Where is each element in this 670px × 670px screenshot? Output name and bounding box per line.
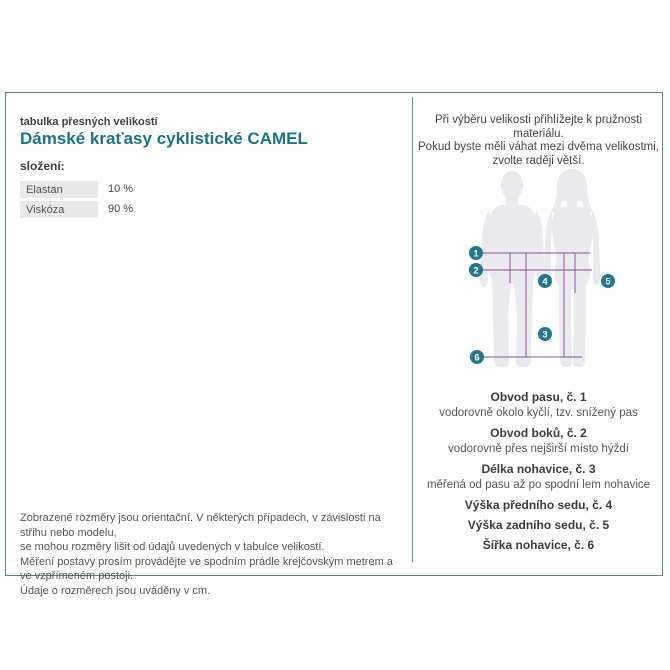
composition-row bbox=[20, 201, 168, 217]
marker-number-4: 4 bbox=[542, 276, 548, 288]
measurement-title: Obvod pasu, č. 1 bbox=[490, 390, 587, 404]
measurement-title: Délka nohavice, č. 3 bbox=[481, 462, 596, 476]
marker-number-3: 3 bbox=[542, 329, 548, 341]
note-line: Údaje o rozměrech jsou uváděny v cm. bbox=[20, 584, 211, 597]
male-silhouette bbox=[480, 171, 546, 367]
measurement-list bbox=[413, 391, 664, 552]
measurement-desc: měřená od pasu až po spodní lem nohavice bbox=[426, 479, 651, 491]
chart-subtitle: tabulka přesných velikostí bbox=[20, 116, 158, 128]
material-cell: Elastan bbox=[20, 181, 98, 198]
measurement-title: Šířka nohavice, č. 6 bbox=[482, 538, 595, 552]
marker-number-2: 2 bbox=[473, 265, 479, 277]
percent-value: 90 % bbox=[108, 203, 134, 215]
measurement-title: Výška předního sedu, č. 4 bbox=[464, 498, 613, 512]
size-diagram bbox=[455, 165, 670, 380]
note-line: Měření postavy prosím provádějte ve spodním prádle krejčovským metrem a ve vzpřímeném postoji. bbox=[20, 555, 393, 582]
product-title: Dámské kraťasy cyklistické CAMEL bbox=[20, 129, 308, 148]
note-line: se mohou rozměry lišit od údajů uvedených v tabulce velikostí. bbox=[20, 541, 325, 553]
measurement-title: Výška zadního sedu, č. 5 bbox=[467, 518, 610, 532]
composition-label: složení: bbox=[20, 159, 65, 173]
disclaimer-note bbox=[20, 511, 400, 598]
advice-line: Pokud byste měli váhat mezi dvěma velikostmi, bbox=[418, 141, 659, 153]
material-cell: Viskóza bbox=[20, 201, 98, 218]
measurement-title: Obvod boků, č. 2 bbox=[490, 426, 587, 440]
measurement-desc: vodorovně okolo kyčlí, tzv. snížený pas bbox=[439, 407, 638, 419]
marker-number-1: 1 bbox=[473, 248, 479, 260]
composition-row bbox=[20, 181, 168, 197]
female-silhouette bbox=[544, 169, 601, 367]
advice-line: Při výběru velikosti přihlížejte k pružnosti materiálu. bbox=[434, 114, 643, 140]
advice-line: zvolte raději větší. bbox=[492, 154, 585, 167]
measurement-desc: vodorovně přes nejširší místo hýždí bbox=[448, 443, 629, 455]
composition-table bbox=[20, 181, 168, 221]
marker-number-6: 6 bbox=[474, 352, 480, 364]
percent-value: 10 % bbox=[108, 183, 134, 195]
marker-number-5: 5 bbox=[605, 276, 611, 288]
fit-advice bbox=[413, 114, 664, 168]
note-line: Zobrazené rozměry jsou orientační. V některých případech, v závislosti na střihu nebo modelu, bbox=[20, 512, 381, 539]
